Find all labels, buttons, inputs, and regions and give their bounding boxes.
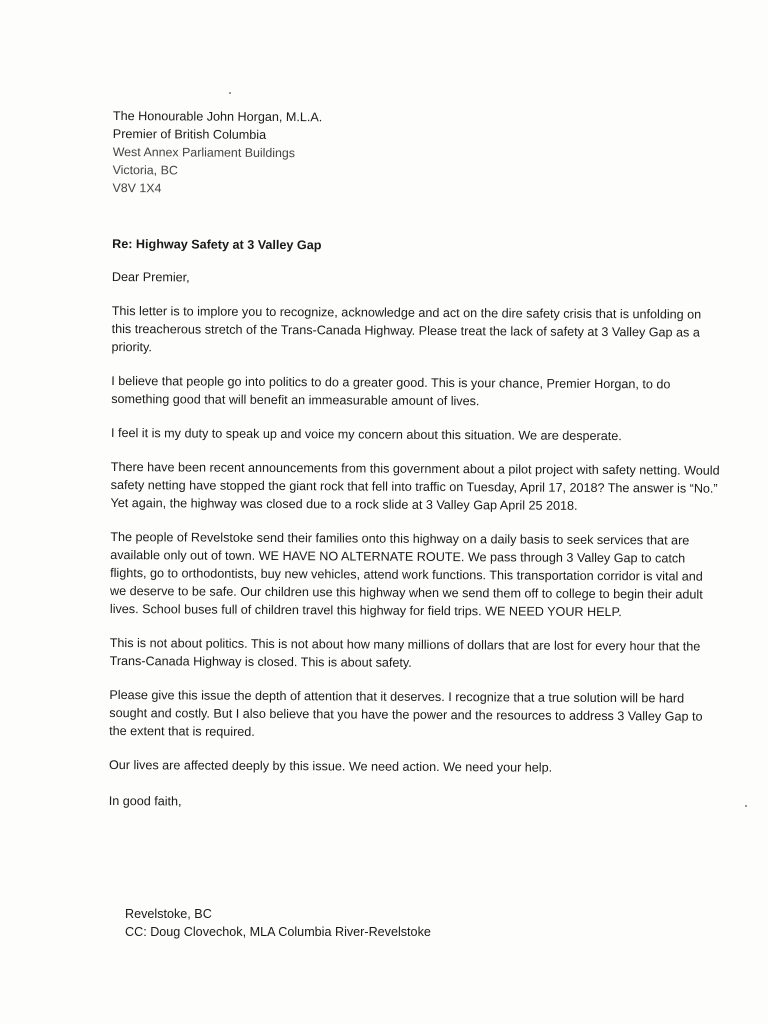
recipient-building: West Annex Parliament Buildings (112, 144, 296, 161)
recipient-title: Premier of British Columbia (112, 126, 267, 142)
closing: In good faith, (108, 793, 182, 809)
paragraph-4: There have been recent announcements from this government about a pilot project with safety netting. Would safety netting have stopped the giant rock that fell into traffic on Tuesday, April 17, 2018? The answer is “No.” Yet again, the highway was closed due to a rock slide at 3 Valley Gap April 25 2018. (110, 459, 720, 513)
subject-line: Re: Highway Safety at 3 Valley Gap (112, 236, 322, 253)
paragraph-8: Our lives are affected deeply by this issue. We need action. We need your help. (108, 757, 553, 775)
letter-footer (125, 905, 431, 941)
cc-line: CC: Doug Clovechok, MLA Columbia River-Revelstoke (125, 925, 431, 939)
recipient-city: Victoria, BC (112, 162, 178, 178)
paragraph-7: Please give this issue the depth of attention that it deserves. I recognize that a true solution will be hard sought and costly. But I also believe that you have the power and the resources to address 3 Valley Gap to the extent that is required. (109, 687, 703, 739)
recipient-name: The Honourable John Horgan, M.L.A. (112, 108, 323, 125)
paragraph-2: I believe that people go into politics to do a greater good. This is your chance, Premier Horgan, to do something good that will benefit an immeasurable amount of lives. (111, 373, 671, 409)
sender-location: Revelstoke, BC (125, 907, 212, 921)
paragraph-3: I feel it is my duty to speak up and voice my concern about this situation. We are desperate. (110, 425, 622, 444)
recipient-postal-code: V8V 1X4 (112, 180, 162, 196)
letter-body (109, 107, 723, 814)
paragraph-1: This letter is to implore you to recognize, acknowledge and act on the dire safety crisis that is unfolding on this treacherous stretch of the Trans-Canada Highway. Please treat the lack of safety at 3 Valley Gap as a priority. (111, 303, 702, 355)
paragraph-6: This is not about politics. This is not about how many millions of dollars that are lost for every hour that the Trans-Canada Highway is closed. This is about safety. (109, 635, 701, 670)
recipient-address (112, 107, 723, 201)
salutation: Dear Premier, (111, 269, 190, 285)
paragraph-5: The people of Revelstoke send their families onto this highway on a daily basis to seek services that are available only out of town. WE HAVE NO ALTERNATE ROUTE. We pass through 3 Valley Gap to catch flights, go to orthodontists, buy new vehicles, attend work functions. This transportation corridor is vital and we deserve to be safe. Our children use this highway when we send them off to college to begin their adult lives. School buses full of children travel this highway for field trips. WE NEED YOUR HELP. (109, 529, 703, 620)
scan-speck (229, 92, 231, 94)
scan-speck (745, 805, 747, 807)
